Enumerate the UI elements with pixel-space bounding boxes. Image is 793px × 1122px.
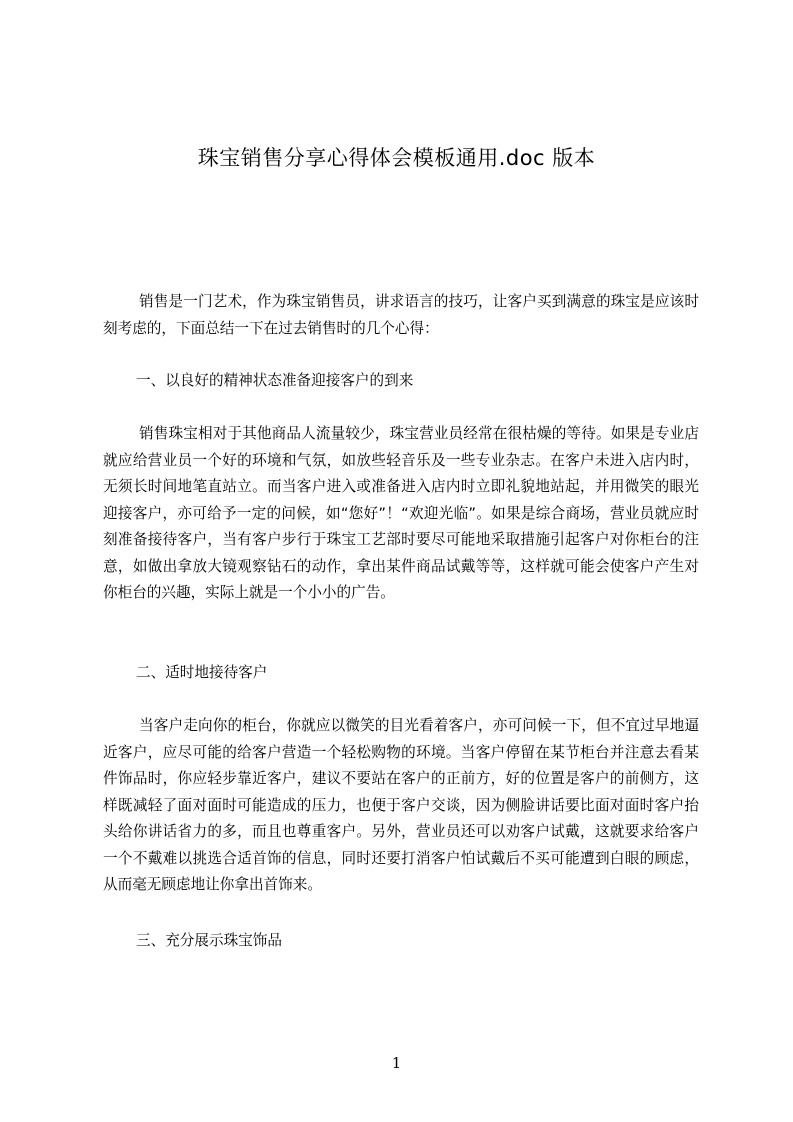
section-1-heading: 一、以良好的精神状态准备迎接客户的到来 (136, 372, 414, 389)
section-3-heading: 三、充分展示珠宝饰品 (136, 932, 282, 949)
page-number: 1 (391, 1054, 402, 1072)
section-1-body: 销售珠宝相对于其他商品人流量较少，珠宝营业员经常在很枯燥的等待。如果是专业店就应给营业员一个好的环境和气氛，如放些轻音乐及一些专业杂志。在客户未进入店内时，无须长时间地笔直站立。而当客户进入或准备进入店内时立即礼貌地站起，并用微笑的眼光迎接客户，亦可给予一定的问候，如“您好”！“欢迎光临”。如果是综合商场，营业员就应时刻准备接待客户，当有客户步行于珠宝工艺部时要尽可能地采取措施引起客户对你柜台的注意，如做出拿放大镜观察钻石的动作，拿出某件商品试戴等等，这样就可能会使客户产生对你柜台的兴趣，实际上就是一个小小的广告。 (103, 425, 699, 601)
document-title: 珠宝销售分享心得体会模板通用.doc 版本 (197, 146, 596, 170)
section-2-body: 当客户走向你的柜台，你就应以微笑的目光看着客户，亦可问候一下，但不宜过早地逼近客户，应尽可能的给客户营造一个轻松购物的环境。当客户停留在某节柜台并注意去看某件饰品时，你应轻步靠近客户，建议不要站在客户的正前方，好的位置是客户的前侧方，这样既减轻了面对面时可能造成的压力，也便于客户交谈，因为侧脸讲话要比面对面时客户抬头给你讲话省力的多，而且也尊重客户。另外，营业员还可以劝客户试戴，这就要求给客户一个不戴难以挑选合适首饰的信息，同时还要打消客户怕试戴后不买可能遭到白眼的顾虑，从而毫无顾虑地让你拿出首饰来。 (103, 717, 699, 893)
section-2-heading: 二、适时地接待客户 (136, 664, 268, 681)
intro-paragraph: 销售是一门艺术，作为珠宝销售员，讲求语言的技巧，让客户买到满意的珠宝是应该时刻考虑的，下面总结一下在过去销售时的几个心得： (103, 293, 699, 337)
